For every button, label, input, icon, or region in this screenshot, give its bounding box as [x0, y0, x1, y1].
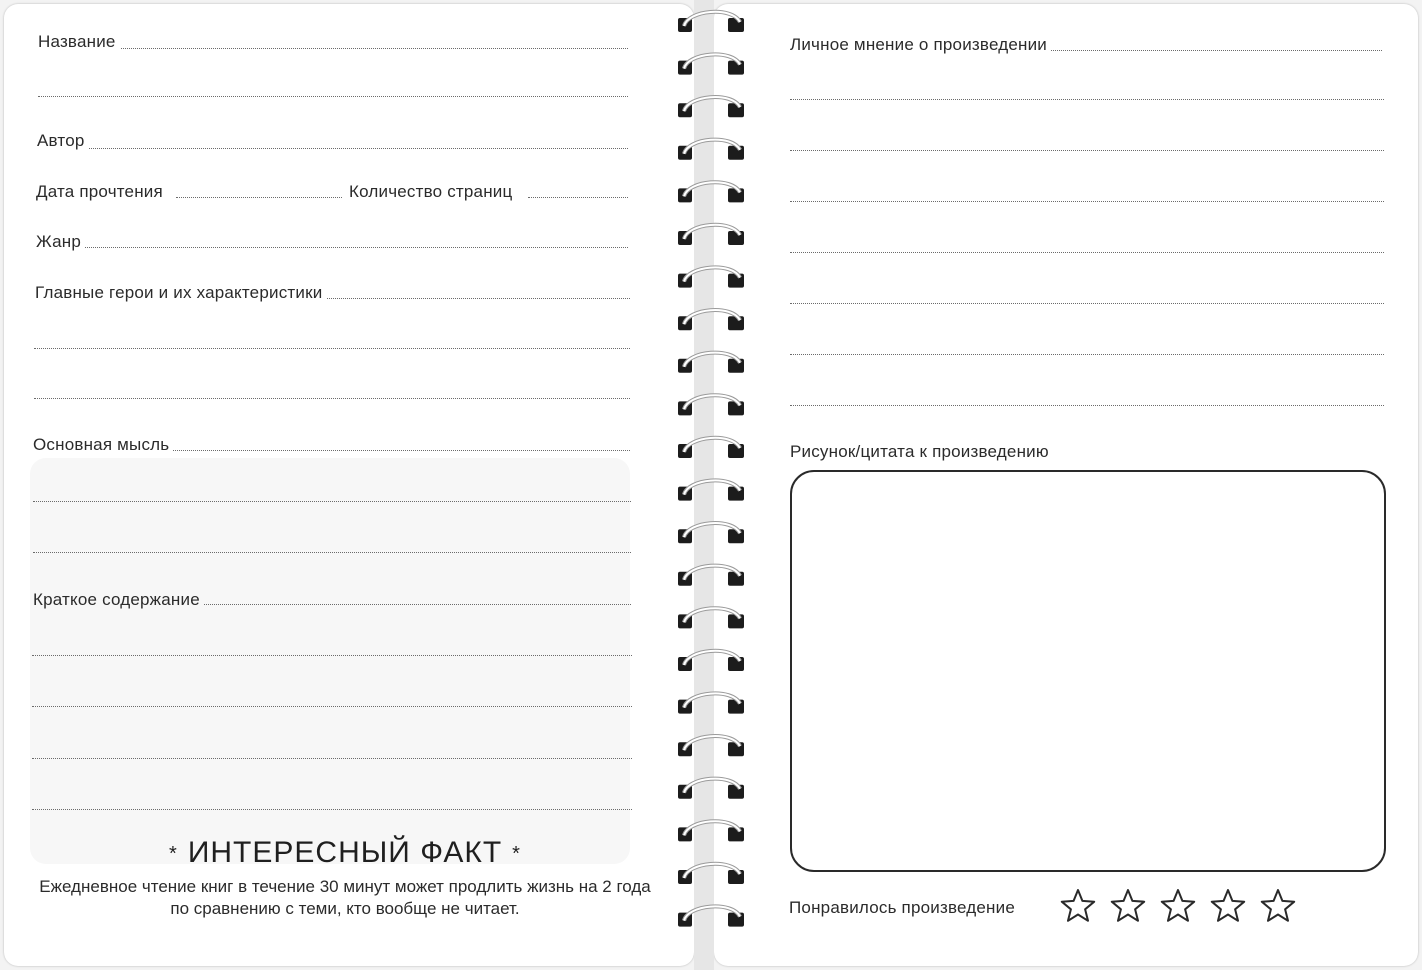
opinion-line-6[interactable]	[790, 303, 1384, 304]
characters-label: Главные герои и их характеристики	[35, 283, 326, 303]
characters-line-3[interactable]	[34, 398, 630, 399]
summary-line-5[interactable]	[32, 809, 632, 810]
main-idea-line-2[interactable]	[33, 501, 631, 502]
title-label: Название	[38, 32, 120, 52]
drawing-box[interactable]	[790, 470, 1386, 872]
opinion-line-7[interactable]	[790, 354, 1384, 355]
rating-stars	[1058, 886, 1318, 928]
characters-line-2[interactable]	[34, 348, 630, 349]
asterisk-icon: *	[512, 842, 521, 865]
star-outline-icon[interactable]	[1108, 886, 1148, 926]
page-count-line[interactable]	[528, 197, 628, 198]
opinion-line-3[interactable]	[790, 150, 1384, 151]
rating-label: Понравилось произведение	[789, 898, 1019, 918]
fact-heading	[0, 836, 690, 870]
fact-text: Ежедневное чтение книг в течение 30 минут может продлить жизнь на 2 года по сравнению с теми, кто вообще не читает.	[39, 877, 651, 918]
main-idea-line-3[interactable]	[33, 552, 631, 553]
title-line-2[interactable]	[38, 96, 628, 97]
star-outline-icon[interactable]	[1258, 886, 1298, 926]
summary-line-4[interactable]	[32, 758, 632, 759]
opinion-label: Личное мнение о произведении	[790, 35, 1051, 55]
fact-box	[30, 458, 630, 864]
star-outline-icon[interactable]	[1208, 886, 1248, 926]
asterisk-icon: *	[169, 842, 178, 865]
opinion-line-5[interactable]	[790, 252, 1384, 253]
star-outline-icon[interactable]	[1158, 886, 1198, 926]
opinion-line-2[interactable]	[790, 99, 1384, 100]
opinion-line-8[interactable]	[790, 405, 1384, 406]
genre-label: Жанр	[36, 232, 85, 252]
summary-line-3[interactable]	[32, 706, 632, 707]
star-outline-icon[interactable]	[1058, 886, 1098, 926]
opinion-line-4[interactable]	[790, 201, 1384, 202]
fact-title: ИНТЕРЕСНЫЙ ФАКТ	[187, 836, 503, 869]
page-count-label: Количество страниц	[349, 182, 516, 202]
date-read-label: Дата прочтения	[36, 182, 167, 202]
author-label: Автор	[37, 131, 89, 151]
title-line[interactable]	[38, 48, 628, 49]
drawing-label: Рисунок/цитата к произведению	[790, 442, 1053, 462]
summary-line-2[interactable]	[32, 655, 632, 656]
spiral-binding	[670, 0, 758, 970]
date-read-line[interactable]	[176, 197, 342, 198]
main-idea-label: Основная мысль	[33, 435, 173, 455]
author-line[interactable]	[38, 148, 628, 149]
genre-line[interactable]	[36, 247, 628, 248]
summary-label: Краткое содержание	[33, 590, 204, 610]
